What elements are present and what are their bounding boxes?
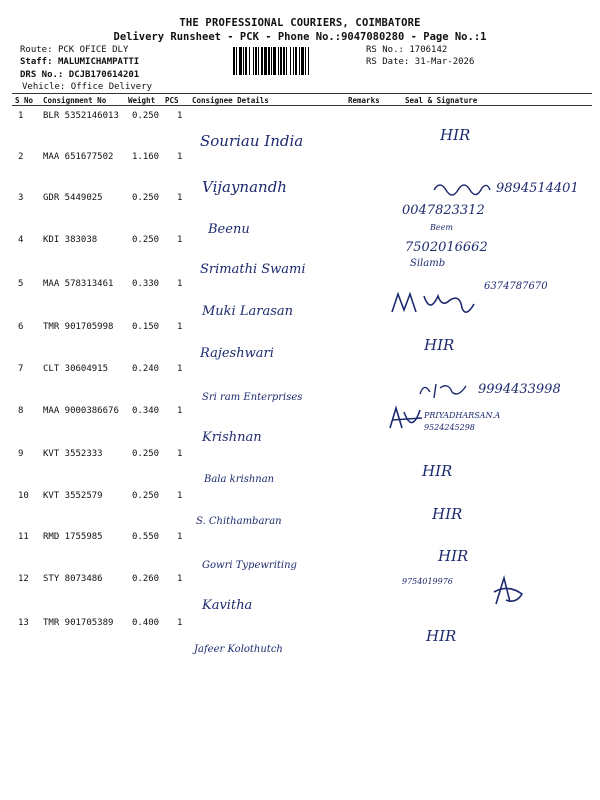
row-7-signature-mark (418, 380, 474, 400)
row-7-signature: 9994433998 (478, 382, 561, 397)
table-header-rule (12, 105, 592, 106)
row-13-sno: 13 (18, 618, 29, 628)
row-12-consignee: Kavitha (202, 598, 253, 613)
row-11-weight: 0.550 (132, 532, 160, 542)
row-2-consignee: Vijaynandh (202, 178, 287, 196)
drs-field (20, 70, 139, 80)
row-2-consignment: MAA 651677502 (43, 152, 114, 162)
company-title: THE PROFESSIONAL COURIERS, COIMBATORE (179, 17, 421, 29)
row-4-consignee: Srimathi Swami (200, 262, 306, 277)
row-5-consignment: MAA 578313461 (43, 279, 114, 289)
row-2-scribble (432, 178, 492, 198)
row-2-sno: 2 (18, 152, 24, 162)
row-5-signature: 6374787670 (484, 281, 548, 292)
row-9-signature: HIR (422, 462, 453, 480)
row-12-pcs: 1 (177, 574, 183, 584)
col-pcs: PCS (165, 96, 179, 105)
row-1-consignee: Souriau India (200, 132, 304, 150)
col-consignee: Consignee Details (192, 96, 269, 105)
row-12-signature: 9754019976 (402, 577, 453, 586)
row-7-consignment: CLT 30604915 (43, 364, 109, 374)
row-3-consignee: Beenu (208, 222, 250, 237)
col-weight: Weight (128, 96, 156, 105)
staff-label: Staff: (20, 57, 53, 67)
barcode (233, 47, 361, 75)
row-1-signature: HIR (440, 126, 471, 144)
row-12-sno: 12 (18, 574, 29, 584)
row-3-sno: 3 (18, 193, 24, 203)
row-1-pcs: 1 (177, 111, 183, 121)
row-6-consignment: TMR 901705998 (43, 322, 114, 332)
row-5-consignee: Muki Larasan (202, 304, 293, 319)
row-2-weight: 1.160 (132, 152, 160, 162)
row-3-consignment: GDR 5449025 (43, 193, 103, 203)
route-field (20, 45, 128, 55)
row-4-consignment: KDI 383038 (43, 235, 98, 245)
row-7-sno: 7 (18, 364, 24, 374)
row-10-consignment: KVT 3552579 (43, 491, 103, 501)
row-10-sno: 10 (18, 491, 29, 501)
row-8-weight: 0.340 (132, 406, 160, 416)
route-value: PCK OFICE DLY (57, 45, 129, 55)
row-4-handnote: Silamb (410, 258, 446, 269)
route-label: Route: (20, 45, 53, 55)
table-top-rule (12, 93, 592, 94)
row-10-pcs: 1 (177, 491, 183, 501)
row-5-sno: 5 (18, 279, 24, 289)
row-7-pcs: 1 (177, 364, 183, 374)
row-13-consignee: Jafeer Kolothutch (194, 644, 283, 655)
row-3-signature: 0047823312 (402, 203, 485, 218)
row-5-weight: 0.330 (132, 279, 160, 289)
col-consignment: Consignment No (43, 96, 107, 105)
row-8-signature-mark (386, 404, 426, 434)
row-6-signature: HIR (424, 336, 455, 354)
row-3-weight: 0.250 (132, 193, 160, 203)
rs-date-field (366, 57, 474, 67)
row-12-consignment: STY 8073486 (43, 574, 103, 584)
row-10-signature: HIR (432, 505, 463, 523)
row-4-pcs: 1 (177, 235, 183, 245)
rs-date-label: RS Date: (366, 57, 410, 67)
row-9-consignee: Bala krishnan (204, 474, 275, 485)
row-8-sno: 8 (18, 406, 24, 416)
vehicle-value: Office Delivery (70, 82, 153, 92)
vehicle-field (22, 82, 152, 92)
row-8-pcs: 1 (177, 406, 183, 416)
row-4-signature: 7502016662 (405, 240, 488, 255)
row-9-sno: 9 (18, 449, 24, 459)
col-seal-signature: Seal & Signature (405, 96, 478, 105)
row-13-pcs: 1 (177, 618, 183, 628)
row-7-weight: 0.240 (132, 364, 160, 374)
row-9-weight: 0.250 (132, 449, 160, 459)
row-13-signature: HIR (426, 627, 457, 645)
row-10-consignee: S. Chithambaran (196, 516, 282, 527)
rs-no-label: RS No.: (366, 45, 404, 55)
row-2-pcs: 1 (177, 152, 183, 162)
staff-value: MALUMICHAMPATTI (57, 57, 140, 67)
row-8-consignee: Krishnan (202, 430, 262, 445)
row-6-pcs: 1 (177, 322, 183, 332)
row-9-consignment: KVT 3552333 (43, 449, 103, 459)
row-10-weight: 0.250 (132, 491, 160, 501)
row-11-consignee: Gowri Typewriting (202, 560, 297, 571)
row-4-weight: 0.250 (132, 235, 160, 245)
row-6-consignee: Rajeshwari (200, 346, 274, 361)
row-11-sno: 11 (18, 532, 29, 542)
row-12-weight: 0.260 (132, 574, 160, 584)
row-3-pcs: 1 (177, 193, 183, 203)
row-11-pcs: 1 (177, 532, 183, 542)
drs-value: DCJB170614201 (68, 70, 140, 80)
row-3-handnote: Beem (430, 223, 453, 232)
row-12-signature-mark (490, 574, 526, 610)
row-1-sno: 1 (18, 111, 24, 121)
row-5-pcs: 1 (177, 279, 183, 289)
vehicle-label: Vehicle: (22, 82, 66, 92)
row-9-pcs: 1 (177, 449, 183, 459)
row-5-signature-mark (390, 290, 480, 322)
staff-field (20, 57, 139, 67)
row-13-consignment: TMR 901705389 (43, 618, 114, 628)
row-4-sno: 4 (18, 235, 24, 245)
drs-label: DRS No.: (20, 70, 64, 80)
rs-date-value: 31-Mar-2026 (414, 57, 475, 67)
runsheet-subtitle: Delivery Runsheet - PCK - Phone No.:9047080280 - Page No.:1 (113, 31, 487, 43)
rs-no-value: 1706142 (409, 45, 448, 55)
row-13-weight: 0.400 (132, 618, 160, 628)
row-6-weight: 0.150 (132, 322, 160, 332)
row-11-consignment: RMD 1755985 (43, 532, 103, 542)
row-7-consignee: Sri ram Enterprises (202, 392, 303, 403)
row-6-sno: 6 (18, 322, 24, 332)
col-sno: S No (15, 96, 34, 105)
row-11-signature: HIR (438, 547, 469, 565)
row-8-consignment: MAA 9000386676 (43, 406, 119, 416)
col-remarks: Remarks (348, 96, 380, 105)
row-2-signature: 9894514401 (496, 181, 579, 196)
row-1-weight: 0.250 (132, 111, 160, 121)
row-8-signature: PRIYADHARSAN.A 9524245298 (424, 411, 501, 432)
row-1-consignment: BLR 5352146013 (43, 111, 119, 121)
rs-no-field (366, 45, 447, 55)
